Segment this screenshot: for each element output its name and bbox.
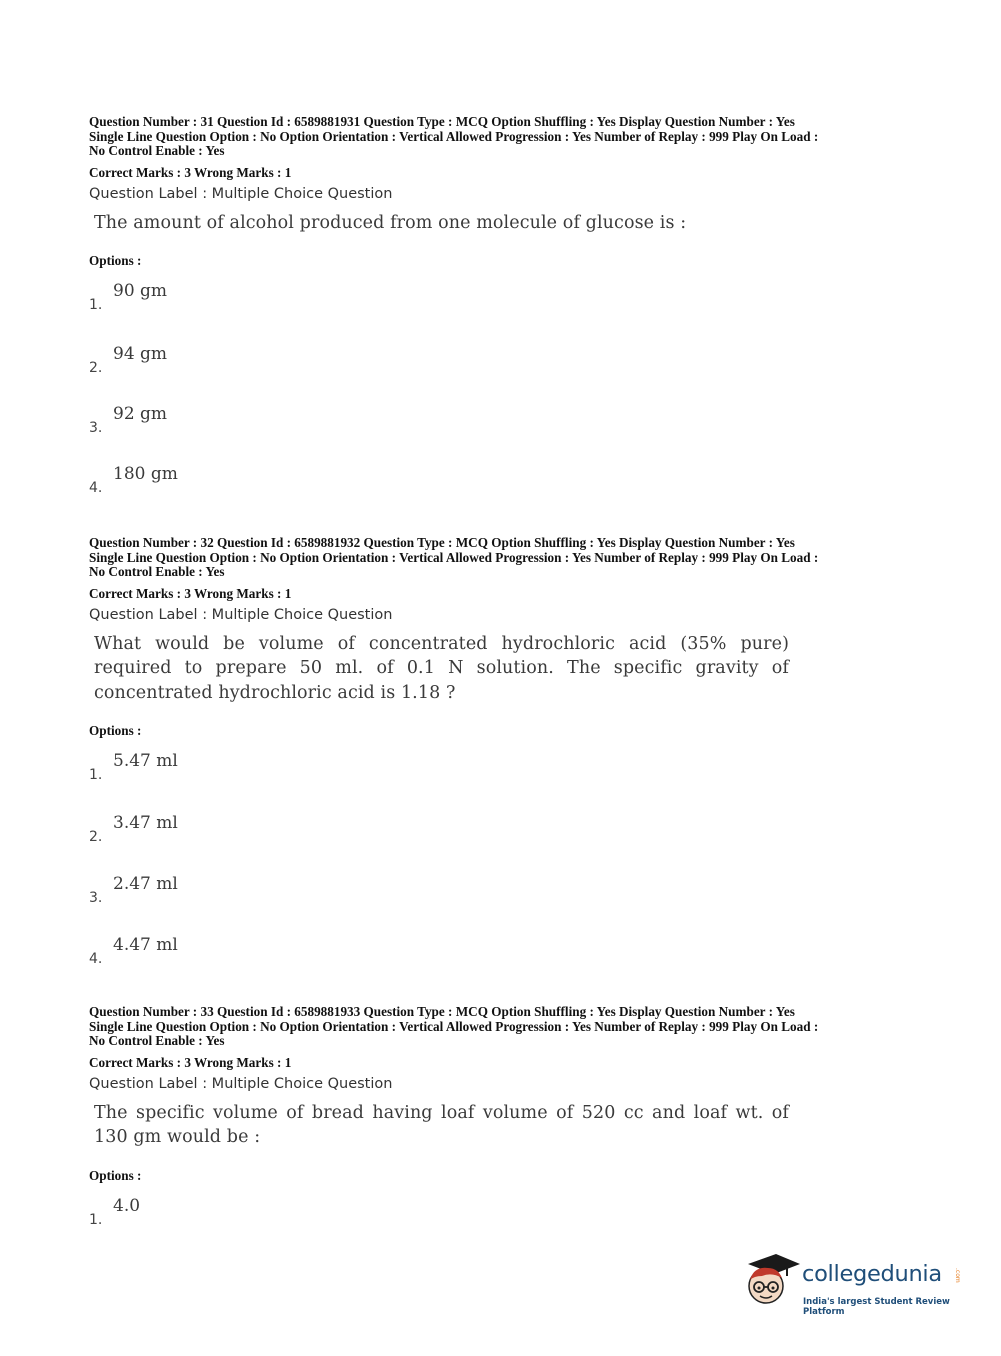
question-block-31 (89, 115, 919, 524)
option-number: 1. (89, 767, 103, 783)
option-item[interactable] (89, 751, 919, 813)
question-label: Question Label : Multiple Choice Question (89, 1075, 393, 1092)
option-number: 4. (89, 480, 103, 496)
question-meta-line: Question Number : 33 Question Id : 6589881933 Question Type : MCQ Option Shuffling : Yes Display Question Number : Yes (89, 1004, 795, 1019)
question-text: The amount of alcohol produced from one molecule of glucose is : (94, 212, 687, 233)
question-meta-line: No Control Enable : Yes (89, 1033, 225, 1048)
option-value: 180 gm (113, 464, 178, 484)
question-text: The specific volume of bread having loaf volume of 520 cc and loaf wt. of 130 gm would be : (94, 1102, 789, 1147)
option-number: 2. (89, 360, 103, 376)
option-number: 4. (89, 951, 103, 967)
option-value: 90 gm (113, 281, 168, 301)
question-marks: Correct Marks : 3 Wrong Marks : 1 (89, 585, 292, 601)
question-meta-line: Single Line Question Option : No Option Orientation : Vertical Allowed Progression : Yes Number of Replay : 999 Play On Load : (89, 1018, 819, 1034)
option-value: 4.47 ml (113, 935, 178, 955)
option-value: 2.47 ml (113, 874, 178, 894)
options-list (89, 281, 919, 524)
question-meta-line: Single Line Question Option : No Option Orientation : Vertical Allowed Progression : Yes Number of Replay : 999 Play On Load : (89, 128, 819, 144)
option-item[interactable] (89, 281, 919, 344)
question-meta-line: Single Line Question Option : No Option Orientation : Vertical Allowed Progression : Yes Number of Replay : 999 Play On Load : (89, 549, 819, 565)
logo-brand-text: collegedunia (802, 1261, 942, 1287)
options-title: Options : (89, 723, 142, 738)
option-number: 2. (89, 829, 103, 845)
option-value: 5.47 ml (113, 751, 178, 771)
option-value: 3.47 ml (113, 813, 178, 833)
question-marks: Correct Marks : 3 Wrong Marks : 1 (89, 1054, 292, 1070)
option-value: 92 gm (113, 404, 168, 424)
option-item[interactable] (89, 1196, 919, 1256)
option-number: 1. (89, 297, 103, 313)
mascot-icon (742, 1250, 802, 1310)
options-title: Options : (89, 253, 142, 268)
question-marks: Correct Marks : 3 Wrong Marks : 1 (89, 164, 292, 180)
question-label: Question Label : Multiple Choice Question (89, 185, 393, 202)
option-item[interactable] (89, 404, 919, 464)
option-number: 3. (89, 890, 103, 906)
options-list (89, 751, 919, 995)
question-meta-line: Question Number : 32 Question Id : 6589881932 Question Type : MCQ Option Shuffling : Yes Display Question Number : Yes (89, 535, 795, 550)
question-block-32 (89, 536, 919, 995)
question-meta-line: No Control Enable : Yes (89, 564, 225, 579)
option-number: 1. (89, 1211, 103, 1228)
option-item[interactable] (89, 464, 919, 524)
option-item[interactable] (89, 344, 919, 404)
logo-suffix: .com (954, 1268, 961, 1283)
option-item[interactable] (89, 874, 919, 935)
option-number: 3. (89, 420, 103, 436)
question-meta-line: No Control Enable : Yes (89, 143, 225, 158)
options-title: Options : (89, 1167, 142, 1183)
option-item[interactable] (89, 935, 919, 995)
question-meta-line: Question Number : 31 Question Id : 6589881931 Question Type : MCQ Option Shuffling : Yes Display Question Number : Yes (89, 114, 795, 129)
question-block-33 (89, 1005, 919, 1256)
logo-tagline: India's largest Student Review Platform (803, 1297, 950, 1317)
option-item[interactable] (89, 813, 919, 874)
option-value: 94 gm (113, 344, 168, 364)
option-value: 4.0 (113, 1195, 141, 1216)
options-list (89, 1196, 919, 1256)
collegedunia-logo[interactable] (742, 1250, 972, 1320)
question-label: Question Label : Multiple Choice Question (89, 606, 393, 623)
question-text: What would be volume of concentrated hydrochloric acid (35% pure) required to prepare 50 ml. of 0.1 N solution. The specific gravity of concentrated hydrochloric acid is 1.18 ? (94, 633, 789, 703)
